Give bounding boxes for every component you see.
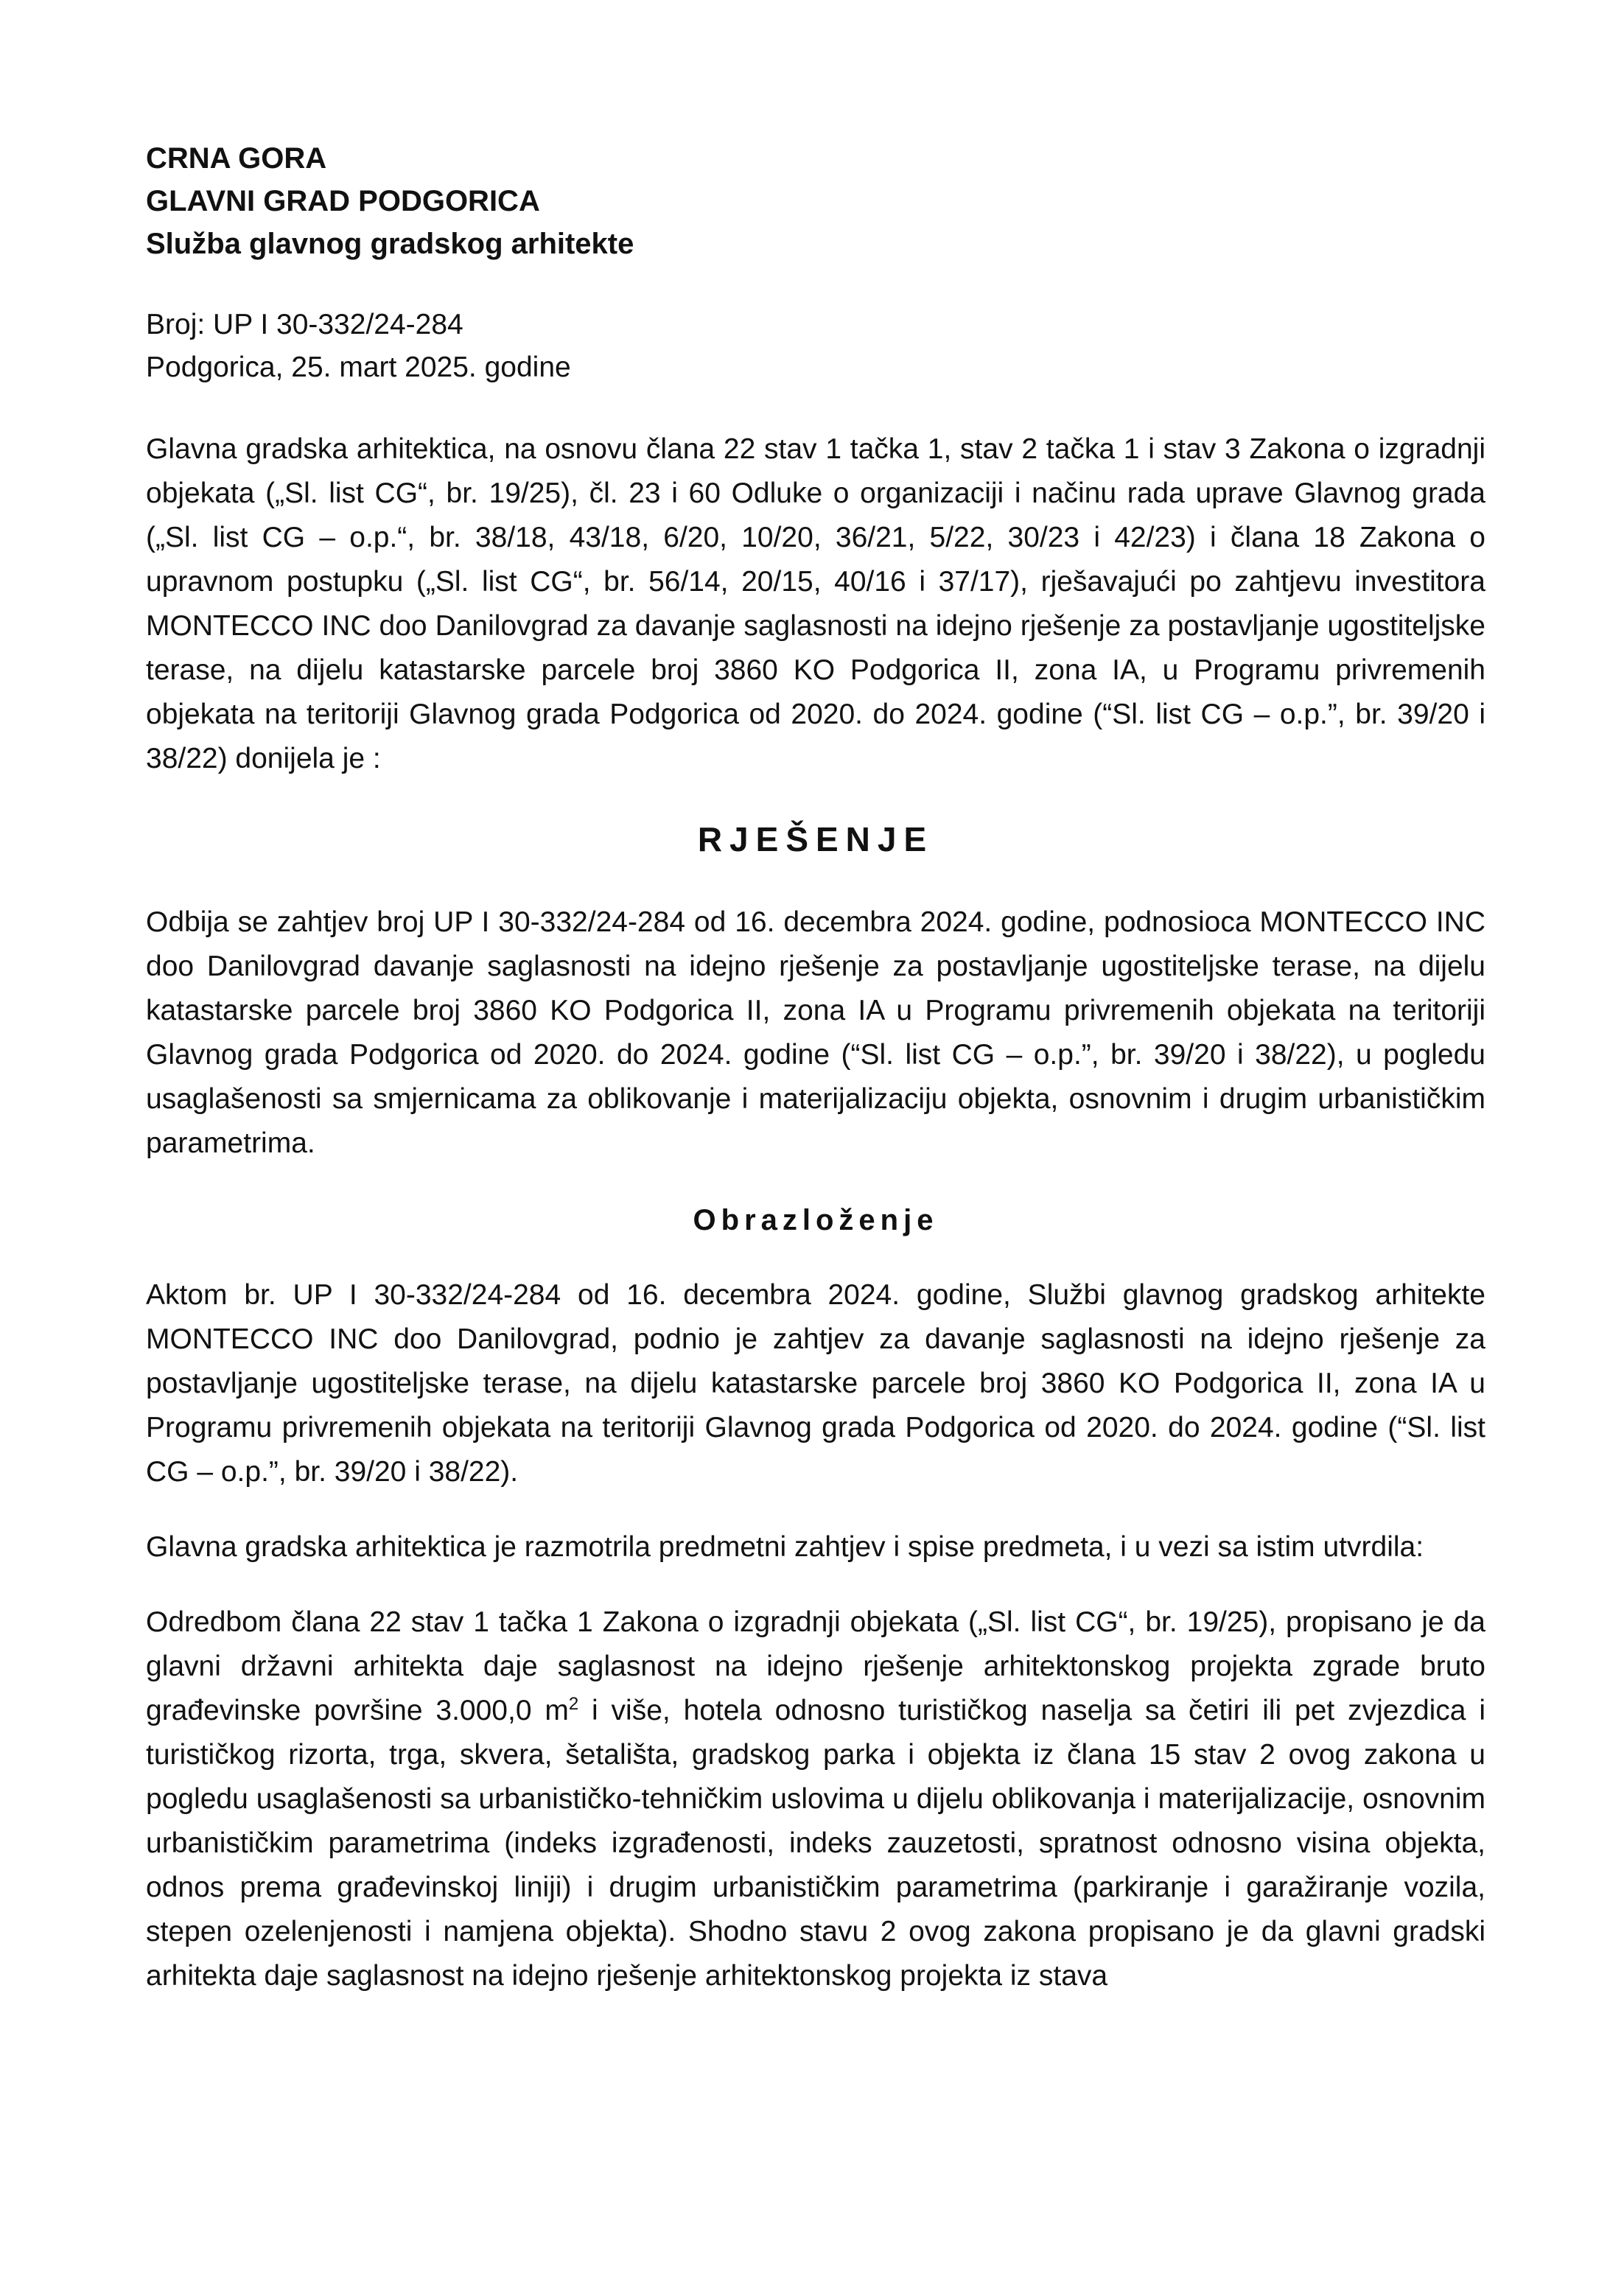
explanation-paragraph-1: Aktom br. UP I 30-332/24-284 od 16. decembra 2024. godine, Službi glavnog gradskog arhitekte MONTECCO INC doo Danilovgrad, podnio je zahtjev za davanje saglasnosti na idejno rješenje za postavljanje ugostiteljske terase, na dijelu katastarske parcele broj 3860 KO Podgorica II, zona IA u Programu privremenih objekata na teritoriji Glavnog grada Podgorica od 2020. do 2024. godine (“Sl. list CG – o.p.”, br. 39/20 i 38/22).: [146, 1279, 1485, 1488]
explanation-paragraph-2: Glavna gradska arhitektica je razmotrila predmetni zahtjev i spise predmeta, i u vezi sa istim utvrdila:: [146, 1531, 1424, 1563]
explanation-paragraph-3-part2: i više, hotela odnosno turističkog naselja sa četiri ili pet zvjezdica i turističkog rizorta, trga, skvera, šetališta, gradskog parka i objekta iz člana 15 stav 2 ovog zakona u pogledu usaglašenosti sa urbanističko-tehničkim uslovima u dijelu oblikovanja i materijalizacije, osnovnim urbanističkim parametrima (indeks izgrađenosti, indeks zauzetosti, spratnost odnosno visina objekta, odnos prema građevinskoj liniji) i drugim urbanističkim parametrima (parkiranje i garažiranje vozila, stepen ozelenjenosti i namjena objekta). Shodno stavu 2 ovog zakona propisano je da glavni gradski arhitekta daje saglasnost na idejno rješenje arhitektonskog projekta iz stava: [146, 1695, 1485, 1992]
letterhead: [146, 137, 1485, 265]
explanation-title: Obrazloženje: [693, 1204, 939, 1236]
explanation-paragraph-3: [146, 1600, 1485, 1998]
reference-block: [146, 304, 1485, 389]
intro-paragraph: Glavna gradska arhitektica, na osnovu člana 22 stav 1 tačka 1, stav 2 tačka 1 i stav 3 Zakona o izgradnji objekata („Sl. list CG“, br. 19/25), čl. 23 i 60 Odluke o organizaciji i načinu rada uprave Glavnog grada („Sl. list CG – o.p.“, br. 38/18, 43/18, 6/20, 10/20, 36/21, 5/22, 30/23 i 42/23) i člana 18 Zakona o upravnom postupku („Sl. list CG“, br. 56/14, 20/15, 40/16 i 37/17), rješavajući po zahtjevu investitora MONTECCO INC doo Danilovgrad za davanje saglasnosti na idejno rješenje za postavljanje ugostiteljske terase, na dijelu katastarske parcele broj 3860 KO Podgorica II, zona IA, u Programu privremenih objekata na teritoriji Glavnog grada Podgorica od 2020. do 2024. godine (“Sl. list CG – o.p.”, br. 39/20 i 38/22) donijela je :: [146, 433, 1485, 774]
letterhead-city: GLAVNI GRAD PODGORICA: [146, 185, 540, 217]
superscript-2: 2: [568, 1694, 579, 1714]
letterhead-country: CRNA GORA: [146, 142, 327, 175]
letterhead-office: Služba glavnog gradskog arhitekte: [146, 228, 634, 260]
document-body: [146, 137, 1485, 1998]
reference-number: Broj: UP I 30-332/24-284: [146, 309, 463, 340]
explanation-paragraph-3-part1: Odredbom člana 22 stav 1 tačka 1 Zakona o izgradnji objekata („Sl. list CG“, br. 19/25), propisano je da glavni državni arhitekta daje saglasnost na idejno rješenje arhitektonskog projekta zgrade bruto građevinske površine 3.000,0 m: [146, 1606, 1485, 1726]
decision-paragraph: Odbija se zahtjev broj UP I 30-332/24-284 od 16. decembra 2024. godine, podnosioca MONTECCO INC doo Danilovgrad davanje saglasnosti na idejno rješenje za postavljanje ugostiteljske terase, na dijelu katastarske parcele broj 3860 KO Podgorica II, zona IA u Programu privremenih objekata na teritoriji Glavnog grada Podgorica od 2020. do 2024. godine (“Sl. list CG – o.p.”, br. 39/20 i 38/22), u pogledu usaglašenosti sa smjernicama za oblikovanje i materijalizaciju objekta, osnovnim i drugim urbanističkim parametrima.: [146, 906, 1485, 1159]
reference-date: Podgorica, 25. mart 2025. godine: [146, 351, 571, 383]
decision-title: RJEŠENJE: [697, 820, 934, 858]
